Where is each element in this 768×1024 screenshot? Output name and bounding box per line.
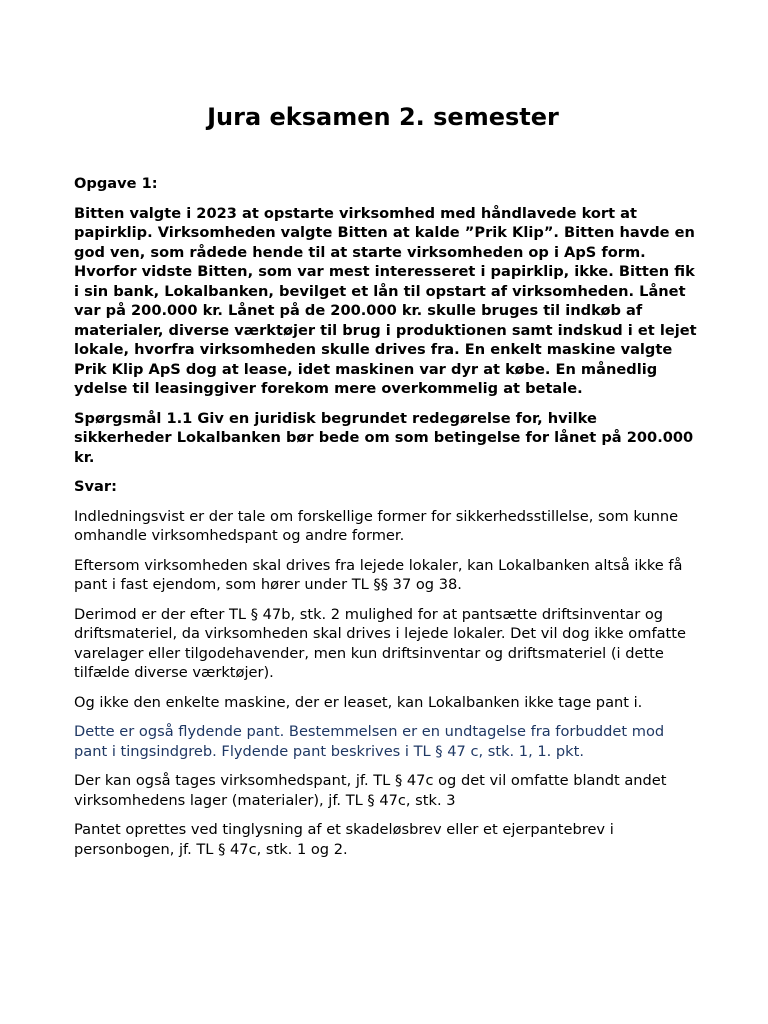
document-title: Jura eksamen 2. semester [207,103,559,131]
answer-paragraph: Indledningsvist er der tale om forskellige former for sikkerhedsstillelse, som kunne omhandle virksomhedspant og andre former. [74,507,679,544]
answer-paragraph: Pantet oprettes ved tinglysning af et skadeløsbrev eller et ejerpantebrev i personbogen, jf. TL § 47c, stk. 1 og 2. [74,821,614,858]
task-heading: Opgave 1: [74,175,158,192]
answer-paragraph-highlighted: Dette er også flydende pant. Bestemmelsen er en undtagelse fra forbuddet mod pant i tingsindgreb. Flydende pant beskrives i TL § 47 c, stk. 1, 1. pkt. [74,723,665,760]
answer-paragraph: Og ikke den enkelte maskine, der er leaset, kan Lokalbanken ikke tage pant i. [74,693,643,711]
answer-heading: Svar: [74,478,117,495]
case-description: Bitten valgte i 2023 at opstarte virksomhed med håndlavede kort at papirklip. Virksomheden valgte Bitten at kalde ”Prik Klip”. Bitten havde en god ven, som rådede hende til at starte virksomheden op i ApS form. Hvorfor vidste Bitten, som var mest interesseret i papirklip, ikke. Bitten fik i sin bank, Lokalbanken, bevilget et lån til opstart af virksomheden. Lånet var på 200.000 kr. Lånet på de 200.000 kr. skulle bruges til indkøb af materialer, diverse værktøjer til brug i produktionen samt indskud i et lejet lokale, hvorfra virksomheden skulle drives fra. En enkelt maskine valgte Prik Klip ApS dog at lease, idet maskinen var dyr at købe. En månedlig ydelse til leasinggiver forekom mere overkommelig at betale. [74,204,697,397]
answer-paragraph: Eftersom virksomheden skal drives fra lejede lokaler, kan Lokalbanken altså ikke få pant i fast ejendom, som hører under TL §§ 37 og 38. [74,556,683,593]
question-text: Spørgsmål 1.1 Giv en juridisk begrundet redegørelse for, hvilke sikkerheder Lokalbanken bør bede om som betingelse for lånet på 200.000 kr. [74,409,694,466]
answer-paragraph: Der kan også tages virksomhedspant, jf. TL § 47c og det vil omfatte blandt andet virksomhedens lager (materialer), jf. TL § 47c, stk. 3 [74,772,667,809]
document-body [74,174,698,869]
answer-paragraph: Derimod er der efter TL § 47b, stk. 2 mulighed for at pantsætte driftsinventar og driftsmateriel, da virksomheden skal drives i lejede lokaler. Det vil dog ikke omfatte varelager eller tilgodehavender, men kun driftsinventar og driftsmateriel (i dette tilfælde diverse værktøjer). [74,605,686,681]
